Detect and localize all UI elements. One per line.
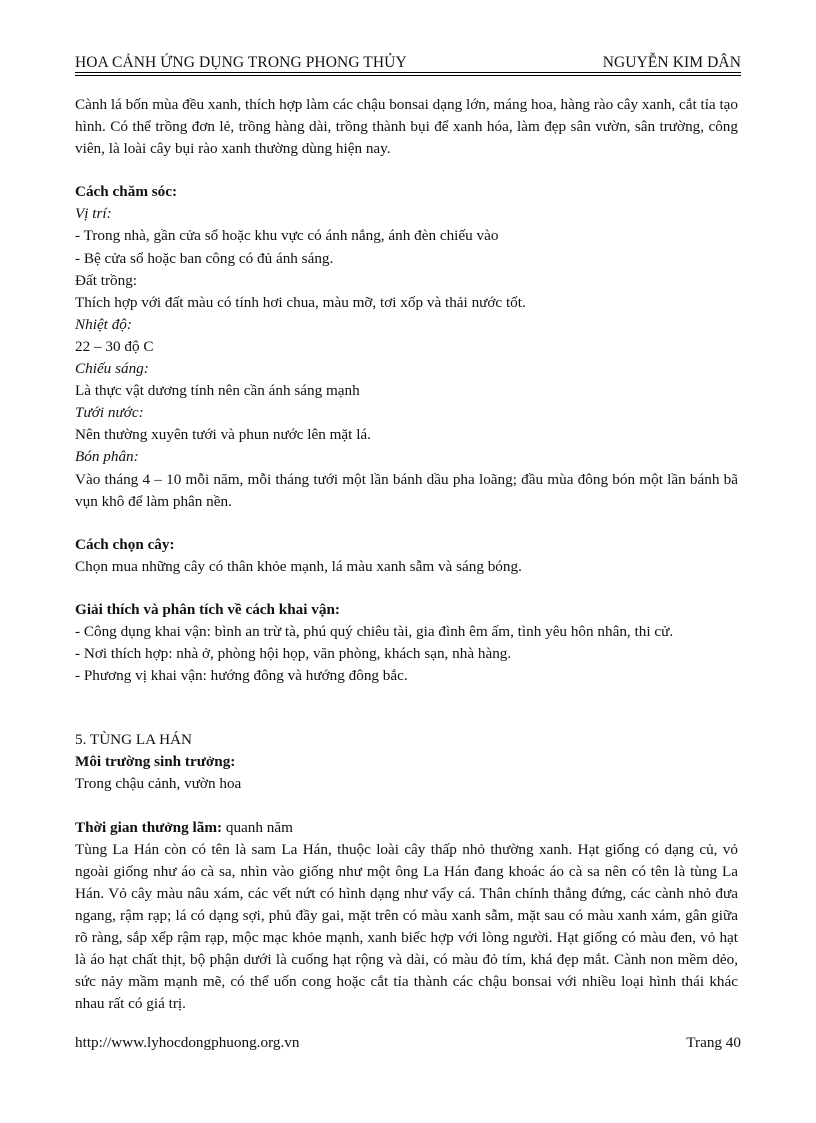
care-temp-label: Nhiệt độ: [75, 315, 132, 333]
explain-item: - Phương vị khai vận: hướng đông và hướng đông bắc. [75, 667, 408, 685]
footer-url[interactable]: http://www.lyhocdongphuong.org.vn [75, 1034, 300, 1051]
environment-heading: Môi trường sinh trưởng: [75, 753, 236, 771]
header-rule-thin [75, 75, 741, 76]
page-number: Trang 40 [686, 1034, 741, 1051]
care-fert-label: Bón phân: [75, 448, 139, 466]
viewing-time-text: quanh năm [222, 818, 293, 836]
page-footer [75, 1034, 741, 1052]
care-water-text: Nên thường xuyên tưới và phun nước lên mặt lá. [75, 426, 371, 444]
care-position-item: - Trong nhà, gần cửa sổ hoặc khu vực có ánh nắng, ánh đèn chiếu vào [75, 227, 499, 245]
choose-heading: Cách chọn cây: [75, 535, 175, 553]
page-content [75, 94, 738, 1015]
care-soil-label: Đất trồng: [75, 271, 138, 289]
care-fert-text: Vào tháng 4 – 10 mỗi năm, mỗi tháng tưới một lần bánh dầu pha loãng; đầu mùa đông bón một lần bánh bã vụn khô để làm phân nền. [75, 470, 738, 510]
explain-heading: Giải thích và phân tích về cách khai vận: [75, 600, 340, 618]
care-position-label: Vị trí: [75, 205, 112, 223]
header-book-title: HOA CẢNH ỨNG DỤNG TRONG PHONG THỦY [75, 54, 407, 71]
explain-item: - Nơi thích hợp: nhà ở, phòng hội họp, văn phòng, khách sạn, nhà hàng. [75, 645, 512, 663]
header-rule [75, 72, 741, 73]
care-light-label: Chiếu sáng: [75, 360, 149, 378]
section-title: 5. TÙNG LA HÁN [75, 731, 192, 749]
header-author: NGUYỄN KIM DÂN [602, 54, 741, 71]
care-water-label: Tưới nước: [75, 404, 144, 422]
viewing-time-line [75, 817, 738, 839]
care-heading: Cách chăm sóc: [75, 183, 178, 201]
description-paragraph: Tùng La Hán còn có tên là sam La Hán, thuộc loài cây thấp nhỏ thường xanh. Hạt giống có dạng củ, vỏ ngoài giống như áo cà sa, nhìn vào giống như một ông La Hán đang khoác áo cà sa nên có tên là tùng La Hán. Vỏ cây màu nâu xám, các vết nứt có hình dạng như vẩy cá. Thân chính thẳng đứng, các cành nhỏ đưa ngang, rậm rạp; lá có dạng sợi, phủ đầy gai, mặt trên có màu xanh sẫm, mặt sau có màu xanh xám, gân giữa rõ ràng, sắp xếp rậm rạp, mộc mạc khỏe mạnh, xanh biếc hợp với lòng người. Hạt giống có màu đen, vỏ hạt là áo hạt chất thịt, bộ phận dưới là cuống hạt rộng và dài, có màu đỏ tím, khá đẹp mắt. Cành non mềm dẻo, sức nảy mầm mạnh mẽ, có thể uốn cong hoặc cắt tỉa thành các chậu bonsai với nhiều loại hình thái khác nhau rất có giá trị. [75, 840, 738, 1013]
care-light-text: Là thực vật dương tính nên cần ánh sáng mạnh [75, 382, 360, 400]
viewing-time-heading: Thời gian thưởng lãm: [75, 818, 223, 836]
choose-text: Chọn mua những cây có thân khỏe mạnh, lá màu xanh sẫm và sáng bóng. [75, 557, 522, 575]
intro-paragraph: Cành lá bốn mùa đều xanh, thích hợp làm các chậu bonsai dạng lớn, máng hoa, hàng rào cây xanh, cắt tỉa tạo hình. Có thể trồng đơn lẻ, trồng hàng dài, trồng thành bụi để xanh hóa, làm đẹp sân vườn, sân trường, công viên, là loài cây bụi rào xanh thường dùng hiện nay. [75, 96, 739, 158]
page-header [75, 50, 741, 72]
environment-text: Trong chậu cảnh, vườn hoa [75, 775, 242, 793]
care-temp-text: 22 – 30 độ C [75, 337, 154, 355]
explain-item: - Công dụng khai vận: bình an trừ tà, phú quý chiêu tài, gia đình êm ấm, tình yêu hôn nhân, thi cử. [75, 622, 674, 640]
care-soil-text: Thích hợp với đất màu có tính hơi chua, màu mỡ, tơi xốp và thải nước tốt. [75, 293, 526, 311]
care-position-item: - Bệ cửa sổ hoặc ban công có đủ ánh sáng. [75, 249, 334, 267]
